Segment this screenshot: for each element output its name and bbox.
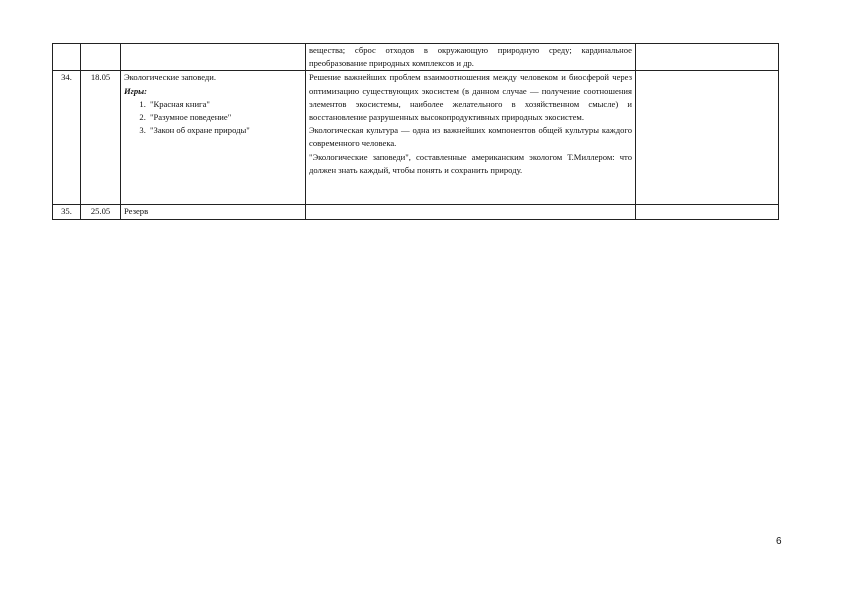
content-paragraph: Решение важнейших проблем взаимоотношения между человеком и биосферой через оптимизацию существующих экосистем (в данном случае — получение соотношения элементов экосистемы, наиболее желательного в хозяйственном смысле) и восстановление разрушенных высокопродуктивных природных экосистем. [309, 72, 632, 123]
table-row [53, 44, 779, 71]
lesson-note-cell [636, 44, 779, 71]
list-item: 1. "Красная книга" [148, 98, 302, 111]
lesson-topic-cell [121, 44, 306, 71]
lesson-content-cell [306, 71, 636, 205]
list-item: 3. "Закон об охране природы" [148, 124, 302, 137]
lesson-date-cell [81, 44, 121, 71]
lesson-topic-cell [121, 71, 306, 205]
games-list [124, 98, 302, 138]
topic-title: Экологические заповеди. [124, 72, 217, 83]
lesson-number-cell: 35. [53, 205, 81, 219]
table-row [53, 205, 779, 219]
lesson-date-cell: 18.05 [81, 71, 121, 205]
lesson-content-cell [306, 44, 636, 71]
page-number: 6 [776, 536, 782, 547]
content-paragraph: вещества; сброс отходов в окружающую природную среду; кардинальное преобразование природных комплексов и др. [309, 45, 632, 69]
lesson-note-cell [636, 205, 779, 219]
list-item: 2. "Разумное поведение" [148, 111, 302, 124]
table-row [53, 71, 779, 205]
games-label: Игры: [124, 85, 147, 96]
lesson-plan-table [52, 43, 779, 220]
lesson-topic-cell: Резерв [121, 205, 306, 219]
lesson-note-cell [636, 71, 779, 205]
content-paragraph: "Экологические заповеди", составленные американским экологом Т.Миллером: что должен знать каждый, чтобы понять и сохранить природу. [309, 151, 632, 175]
lesson-number-cell [53, 44, 81, 71]
content-paragraph: Экологическая культура — одна из важнейших компонентов общей культуры каждого современного человека. [309, 125, 632, 149]
lesson-date-cell: 25.05 [81, 205, 121, 219]
lesson-number-cell: 34. [53, 71, 81, 205]
lesson-content-cell [306, 205, 636, 219]
